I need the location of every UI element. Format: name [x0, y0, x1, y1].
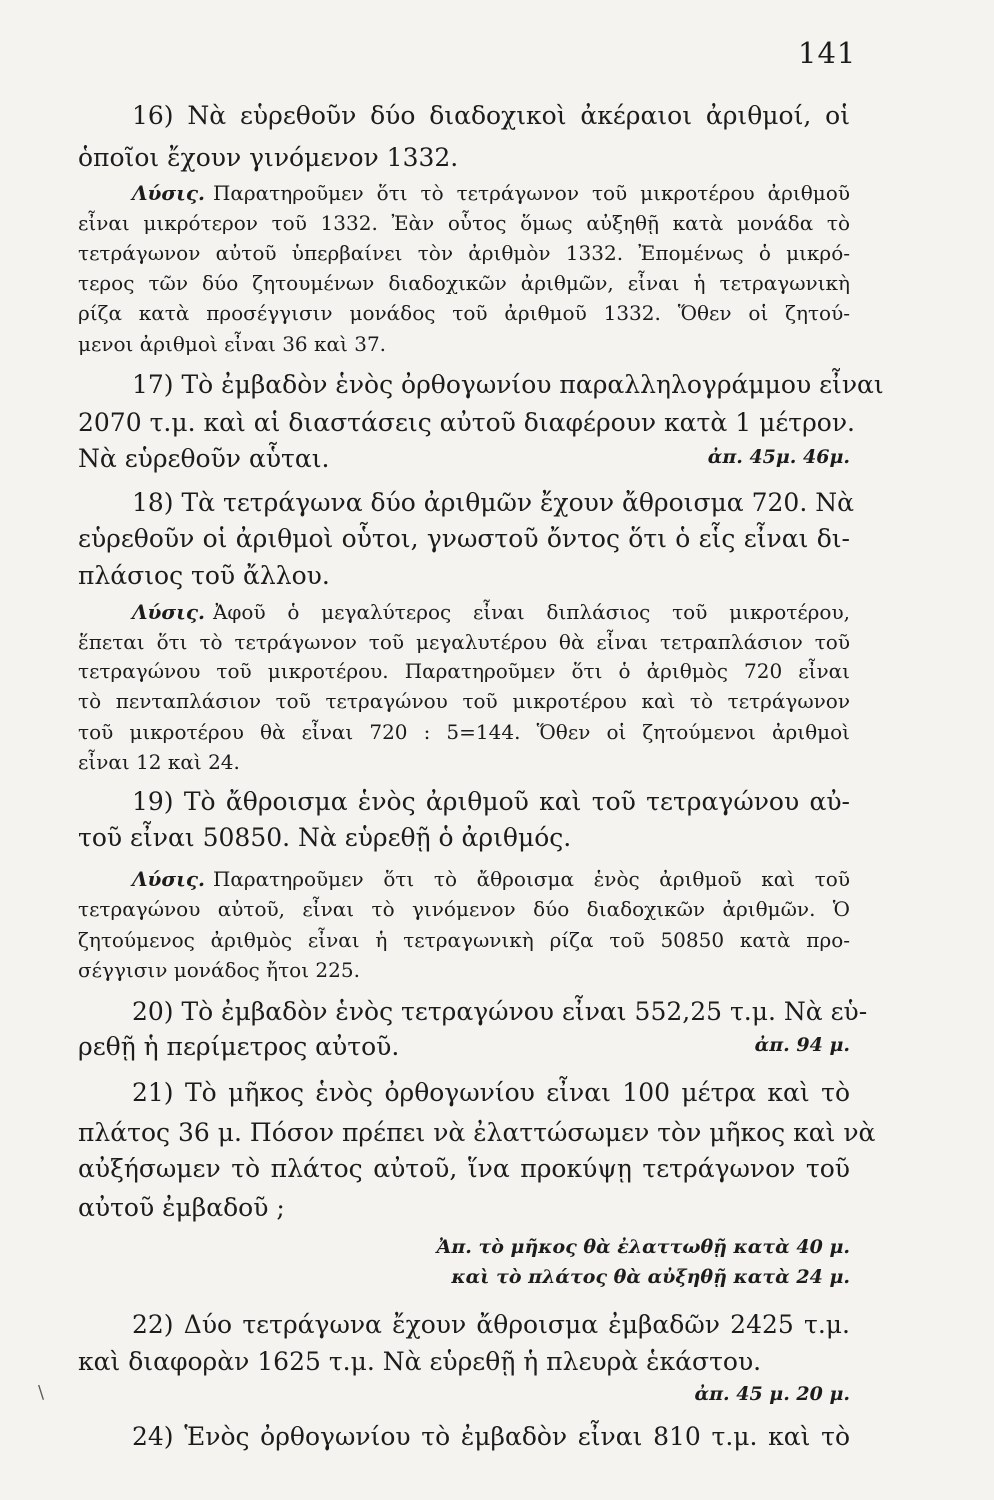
problem-21-answer-line-1: Ἀπ. τὸ μῆκος θὰ ἐλαττωθῇ κατὰ 40 μ. — [436, 1236, 850, 1258]
problem-21-answer-line-2: καὶ τὸ πλάτος θὰ αὐξηθῇ κατὰ 24 μ. — [451, 1266, 850, 1288]
solution-16-line-5: ρίζα κατὰ προσέγγισιν μονάδος τοῦ ἀριθμοῦ 1332. Ὅθεν οἱ ζητού- — [78, 301, 850, 325]
solution-18-first-text: Ἀφοῦ ὁ μεγαλύτερος εἶναι διπλάσιος τοῦ μικροτέρου, — [212, 600, 850, 624]
solution-18-line-2: ἕπεται ὅτι τὸ τετράγωνον τοῦ μεγαλυτέρου θὰ εἶναι τετραπλάσιον τοῦ — [78, 630, 850, 654]
solution-16-line-6: μενοι ἀριθμοὶ εἶναι 36 καὶ 37. — [78, 332, 387, 356]
solution-16-first-text: Παρατηροῦμεν ὅτι τὸ τετράγωνον τοῦ μικροτέρου ἀριθμοῦ — [212, 181, 850, 205]
problem-20-last-text: ρεθῇ ἡ περίμετρος αὐτοῦ. — [78, 1032, 400, 1061]
solution-16-line-3: τετράγωνον αὐτοῦ ὑπερβαίνει τὸν ἀριθμὸν 1332. Ἐπομένως ὁ μικρό- — [78, 241, 850, 265]
solution-16-line-4: τερος τῶν δύο ζητουμένων διαδοχικῶν ἀριθμῶν, εἶναι ἡ τετραγωνικὴ — [78, 271, 850, 295]
solution-19-first-text: Παρατηροῦμεν ὅτι τὸ ἄθροισμα ἑνὸς ἀριθμοῦ καὶ τοῦ — [212, 867, 850, 891]
problem-21-line-4: αὐτοῦ ἐμβαδοῦ ; — [78, 1193, 285, 1222]
problem-19-line-2: τοῦ εἶναι 50850. Νὰ εὑρεθῇ ὁ ἀριθμός. — [78, 823, 572, 852]
solution-18-line-4: τὸ πενταπλάσιον τοῦ τετραγώνου τοῦ μικροτέρου καὶ τὸ τετράγωνον — [78, 689, 850, 713]
problem-22-answer: ἀπ. 45 μ. 20 μ. — [694, 1383, 850, 1405]
problem-17-last-text: Νὰ εὑρεθοῦν αὗται. — [78, 444, 330, 473]
solution-label: Λύσις. — [132, 600, 205, 624]
problem-22-line-2: καὶ διαφορὰν 1625 τ.μ. Νὰ εὑρεθῇ ἡ πλευρὰ ἑκάστου. — [78, 1347, 762, 1376]
solution-18-line-5: τοῦ μικροτέρου θὰ εἶναι 720 : 5=144. Ὅθεν οἱ ζητούμενοι ἀριθμοὶ — [78, 720, 850, 744]
problem-16-line-2: ὁποῖοι ἔχουν γινόμενον 1332. — [78, 143, 459, 172]
problem-20-line-1: 20) Τὸ ἐμβαδὸν ἑνὸς τετραγώνου εἶναι 552,25 τ.μ. Νὰ εὑ- — [132, 997, 868, 1026]
problem-17-line-1: 17) Τὸ ἐμβαδὸν ἑνὸς ὀρθογωνίου παραλληλογράμμου εἶναι — [132, 370, 884, 399]
solution-18-line-6: εἶναι 12 καὶ 24. — [78, 750, 240, 774]
problem-20-answer: ἀπ. 94 μ. — [754, 1034, 850, 1056]
solution-19-line-2: τετραγώνου αὐτοῦ, εἶναι τὸ γινόμενον δύο διαδοχικῶν ἀριθμῶν. Ὁ — [78, 897, 850, 921]
problem-20-line-2 — [78, 1034, 850, 1059]
solution-18-line-1 — [132, 602, 850, 622]
problem-19-line-1: 19) Τὸ ἄθροισμα ἑνὸς ἀριθμοῦ καὶ τοῦ τετραγώνου αὐ- — [132, 787, 850, 816]
solution-16-line-1 — [132, 183, 850, 203]
problem-17-line-3 — [78, 446, 850, 471]
solution-18-line-3: τετραγώνου τοῦ μικροτέρου. Παρατηροῦμεν ὅτι ὁ ἀριθμὸς 720 εἶναι — [78, 659, 850, 683]
problem-16-line-1: 16) Νὰ εὑρεθοῦν δύο διαδοχικοὶ ἀκέραιοι ἀριθμοί, οἱ — [132, 101, 850, 130]
solution-label: Λύσις. — [132, 867, 205, 891]
problem-24-line-1: 24) Ἑνὸς ὀρθογωνίου τὸ ἐμβαδὸν εἶναι 810 τ.μ. καὶ τὸ — [132, 1422, 850, 1451]
problem-18-line-2: εὑρεθοῦν οἱ ἀριθμοὶ οὗτοι, γνωστοῦ ὄντος ὅτι ὁ εἷς εἶναι δι- — [78, 524, 850, 553]
solution-label: Λύσις. — [132, 181, 205, 205]
problem-22-line-1: 22) Δύο τετράγωνα ἔχουν ἄθροισμα ἐμβαδῶν 2425 τ.μ. — [132, 1310, 850, 1339]
problem-17-answer: ἀπ. 45μ. 46μ. — [707, 446, 850, 468]
solution-16-line-2: εἶναι μικρότερον τοῦ 1332. Ἐὰν οὗτος ὅμως αὐξηθῇ κατὰ μονάδα τὸ — [78, 211, 850, 235]
problem-18-line-1: 18) Τὰ τετράγωνα δύο ἀριθμῶν ἔχουν ἄθροισμα 720. Νὰ — [132, 488, 854, 517]
problem-21-line-2: πλάτος 36 μ. Πόσον πρέπει νὰ ἐλαττώσωμεν τὸν μῆκος καὶ νὰ — [78, 1118, 876, 1147]
problem-21-line-3: αὐξήσωμεν τὸ πλάτος αὐτοῦ, ἵνα προκύψῃ τετράγωνον τοῦ — [78, 1154, 850, 1183]
margin-mark: \ — [38, 1382, 45, 1403]
problem-21-line-1: 21) Τὸ μῆκος ἑνὸς ὀρθογωνίου εἶναι 100 μέτρα καὶ τὸ — [132, 1078, 850, 1107]
problem-17-line-2: 2070 τ.μ. καὶ αἱ διαστάσεις αὐτοῦ διαφέρουν κατὰ 1 μέτρον. — [78, 408, 855, 437]
solution-19-line-4: σέγγισιν μονάδος ἤτοι 225. — [78, 958, 360, 982]
solution-19-line-1 — [132, 869, 850, 889]
page-number: 141 — [798, 36, 857, 70]
solution-19-line-3: ζητούμενος ἀριθμὸς εἶναι ἡ τετραγωνικὴ ρίζα τοῦ 50850 κατὰ προ- — [78, 928, 850, 952]
problem-18-line-3: πλάσιος τοῦ ἄλλου. — [78, 561, 330, 590]
